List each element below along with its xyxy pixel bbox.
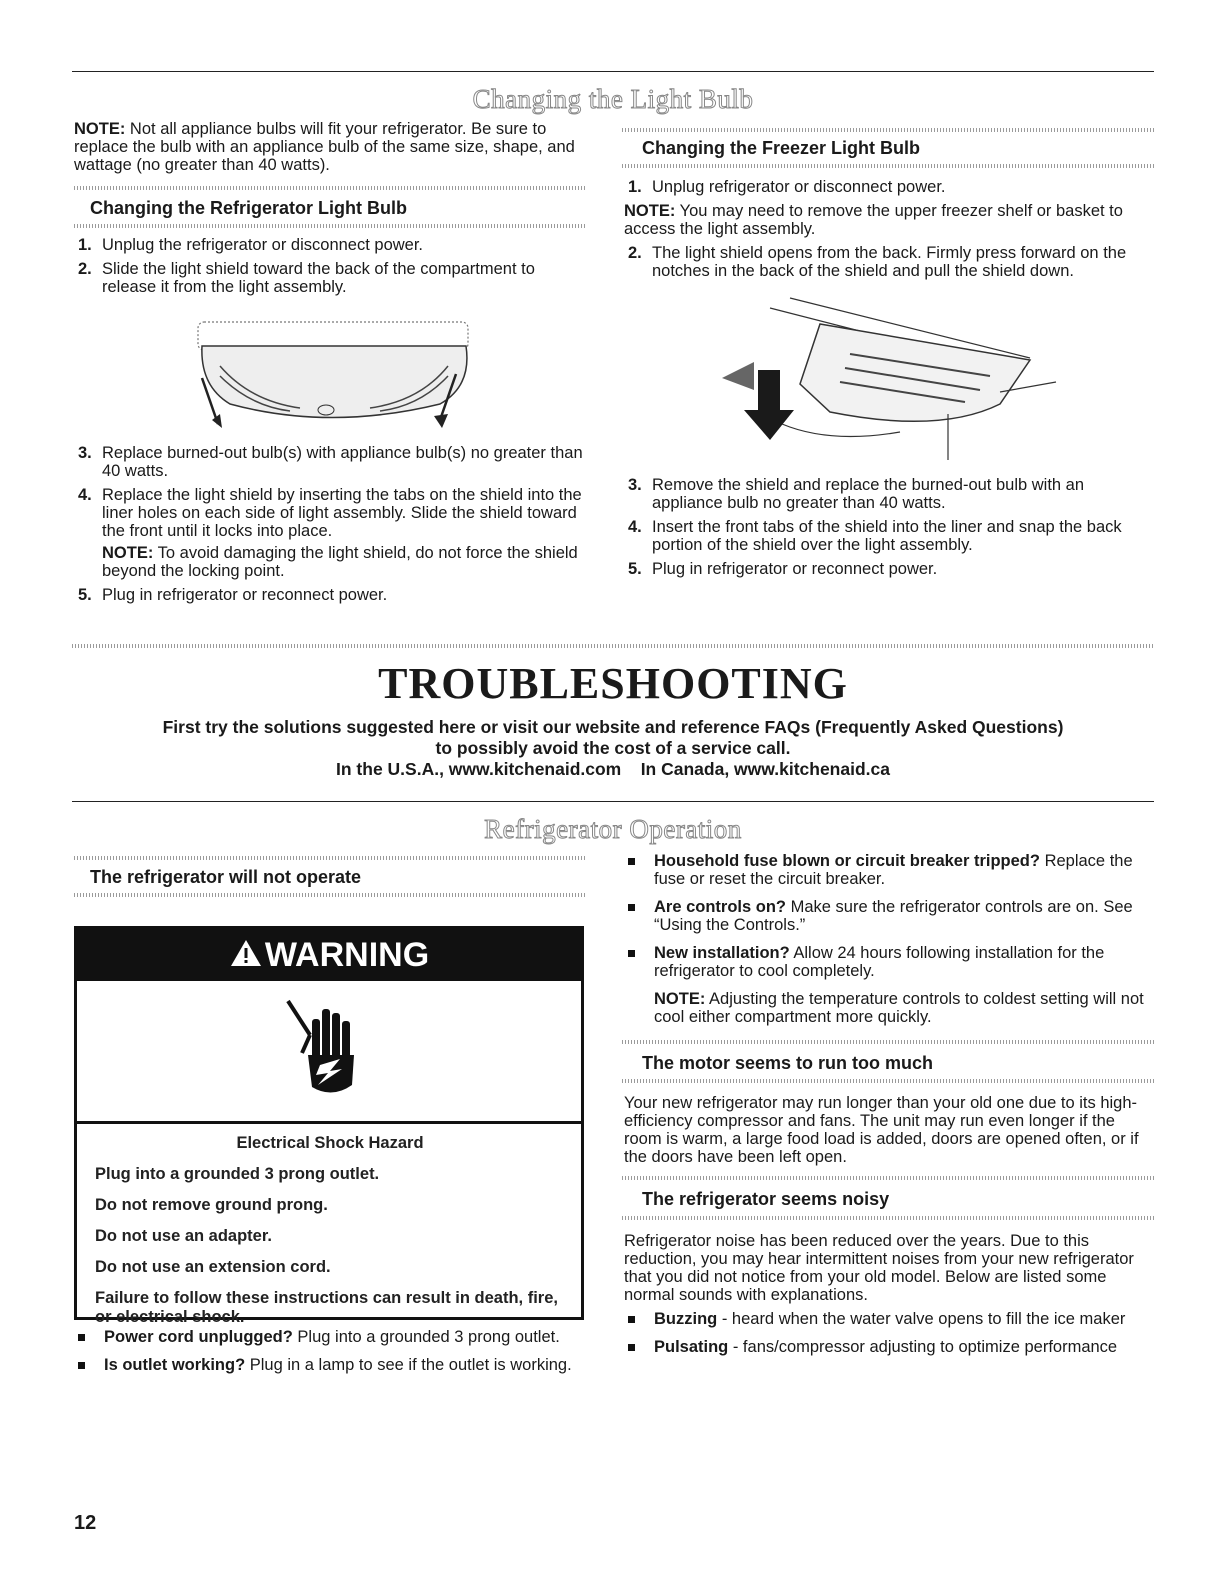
noisy-text: Refrigerator noise has been reduced over the years. Due to this reduction, you may hear intermittent noises from your new refrigerator that you did not notice from your old model. Below are listed some normal sounds with explanations.	[624, 1232, 1134, 1304]
freezer-bulb-heading: Changing the Freezer Light Bulb	[642, 138, 920, 158]
hatch-divider	[74, 856, 586, 860]
section-title-refrigerator-operation: Refrigerator Operation	[484, 814, 742, 844]
hatch-divider	[74, 893, 586, 897]
step-item: 4. Replace the light shield by inserting the tabs on the shield into the liner holes on each side of light assembly. Slide the shield toward the front until it locks into place. NOTE: To avoid damaging the light shield, do not force the shield beyond the locking point.	[78, 486, 582, 580]
bulb-note	[74, 120, 586, 174]
warning-line: Failure to follow these instructions can result in death, fire, or electrical shock.	[95, 1289, 558, 1326]
section-title-light-bulb: Changing the Light Bulb	[472, 84, 754, 114]
list-item: Household fuse blown or circuit breaker tripped? Replace the fuse or reset the circuit breaker.	[624, 852, 1154, 888]
hatch-divider	[74, 186, 586, 190]
hatch-divider	[622, 164, 1154, 168]
hatch-divider	[74, 224, 586, 228]
fridge-steps-1-2	[74, 236, 584, 302]
step-item: 4. Insert the front tabs of the shield into the liner and snap the back portion of the shield over the light assembly.	[628, 518, 1122, 554]
step-item: 1. Unplug the refrigerator or disconnect power.	[78, 236, 424, 254]
hatch-divider	[72, 644, 1154, 648]
fridge-bulb-heading: Changing the Refrigerator Light Bulb	[90, 198, 407, 218]
operation-rule	[72, 801, 1154, 802]
step-item: 3. Remove the shield and replace the burned-out bulb with an appliance bulb no greater than 40 watts.	[628, 476, 1085, 512]
troubleshooting-title: TROUBLESHOOTING	[378, 659, 848, 708]
step-item: 1. Unplug refrigerator or disconnect power.	[628, 178, 946, 196]
warning-line: Do not use an extension cord.	[95, 1258, 331, 1276]
list-item: Buzzing - heard when the water valve opens to fill the ice maker	[624, 1310, 1154, 1328]
hatch-divider	[622, 128, 1154, 132]
hazard-title: Electrical Shock Hazard	[236, 1134, 424, 1152]
fridge-steps-3-5	[74, 444, 586, 610]
left-bullet-list	[74, 1328, 594, 1384]
freezer-steps-3-5	[624, 476, 1154, 584]
list-item: New installation? Allow 24 hours following installation for the refrigerator to cool completely. NOTE: Adjusting the temperature controls to coldest setting will not cool either compartment more quickly.	[624, 944, 1154, 1026]
troubleshooting-intro: First try the solutions suggested here or visit our website and reference FAQs (Frequently Asked Questions) to possibly avoid the cost of a service call. In the U.S.A., www.kitchenaid.com In Canada, www.kitchenaid.ca	[162, 717, 1064, 779]
list-item: Power cord unplugged? Plug into a grounded 3 prong outlet.	[74, 1328, 594, 1346]
freezer-light-shield-illustration	[700, 294, 1070, 464]
noise-bullet-list	[624, 1310, 1154, 1366]
note-text: Not all appliance bulbs will fit your refrigerator. Be sure to replace the bulb with an appliance bulb of the same size, shape, and wattage (no greater than 40 watts).	[74, 120, 575, 174]
list-item: Is outlet working? Plug in a lamp to see if the outlet is working.	[74, 1356, 594, 1374]
note-label: NOTE:	[74, 120, 126, 138]
freezer-steps-1-2	[624, 178, 1154, 286]
hatch-divider	[622, 1216, 1154, 1220]
warning-header: WARNING	[77, 929, 581, 981]
warning-text	[95, 1134, 565, 1339]
hatch-divider	[622, 1079, 1154, 1083]
step-item: 2. Slide the light shield toward the back of the compartment to release it from the light assembly.	[78, 260, 535, 296]
not-operate-heading: The refrigerator will not operate	[90, 867, 362, 887]
noisy-heading: The refrigerator seems noisy	[642, 1189, 890, 1209]
right-bullet-list	[624, 852, 1154, 1036]
list-item: Pulsating - fans/compressor adjusting to optimize performance	[624, 1338, 1154, 1356]
step-item: 5. Plug in refrigerator or reconnect power.	[78, 586, 388, 604]
warning-line: Do not remove ground prong.	[95, 1196, 328, 1214]
warning-line: Do not use an adapter.	[95, 1227, 272, 1245]
warning-line: Plug into a grounded 3 prong outlet.	[95, 1165, 380, 1183]
top-rule	[72, 71, 1154, 72]
warning-box	[74, 926, 584, 1326]
step-item: 2. The light shield opens from the back. Firmly press forward on the notches in the back of the shield and pull the shield down.	[628, 244, 1127, 280]
step-item: 5. Plug in refrigerator or reconnect power.	[628, 560, 938, 578]
page-number: 12	[74, 1512, 97, 1534]
hatch-divider	[622, 1176, 1154, 1180]
warning-pictogram-area	[77, 981, 581, 1124]
motor-heading: The motor seems to run too much	[642, 1053, 934, 1073]
warning-triangle-icon	[229, 931, 263, 983]
step-item: 3. Replace burned-out bulb(s) with appliance bulb(s) no greater than 40 watts.	[78, 444, 583, 480]
freezer-note: NOTE: You may need to remove the upper freezer shelf or basket to access the light assembly.	[624, 202, 1123, 238]
list-item: Are controls on? Make sure the refrigerator controls are on. See “Using the Controls.”	[624, 898, 1154, 934]
fridge-light-shield-illustration	[190, 316, 480, 436]
hatch-divider	[622, 1040, 1154, 1044]
motor-text: Your new refrigerator may run longer than your old one due to its high-efficiency compressor and fans. The unit may run even longer if the room is warm, a large food load is added, doors are opened often, or if the doors have been left open.	[624, 1094, 1139, 1166]
electrical-shock-hand-icon	[282, 995, 372, 1105]
